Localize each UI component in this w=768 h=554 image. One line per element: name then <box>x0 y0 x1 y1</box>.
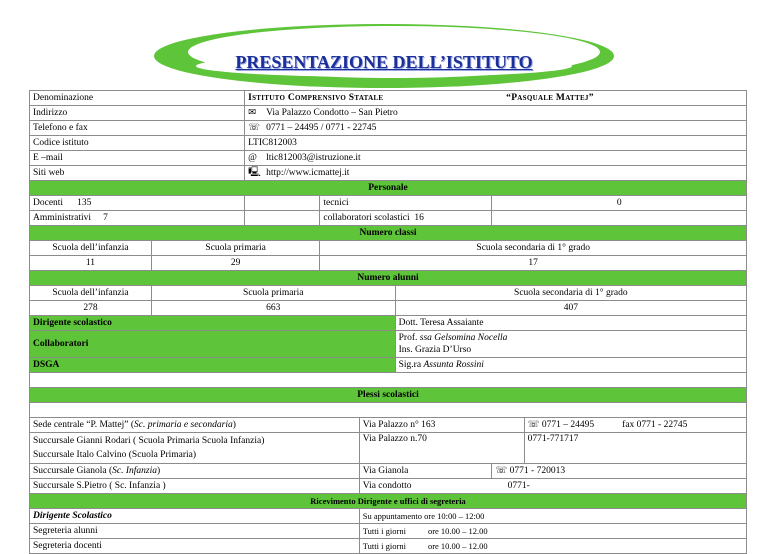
succ1-address: Via Palazzo n.70 <box>359 433 524 464</box>
spacer-row <box>30 373 747 388</box>
row-codice <box>30 136 747 151</box>
dsga-prefix: Sig.ra <box>398 359 422 370</box>
plessi-header-row <box>30 388 747 403</box>
classi-secondaria-label: Scuola secondaria di 1° grado <box>320 241 747 256</box>
web-value <box>245 166 747 181</box>
docenti-days: Tutti i giorni <box>362 540 406 551</box>
phone-icon: ☏ <box>248 122 260 133</box>
dirigente-value: Dott. Teresa Assaiante <box>395 316 746 331</box>
at-icon: @ <box>248 152 257 163</box>
docenti-cell <box>30 196 245 211</box>
row-web <box>30 166 747 181</box>
alunni-primaria-label: Scuola primaria <box>151 286 395 301</box>
ricevimento-dirigente-label: Dirigente Scolastico <box>30 509 360 524</box>
collaboratori-value: 16 <box>414 212 424 223</box>
row-succursale-rodari <box>30 433 747 464</box>
alunni-header: Numero alunni <box>30 271 747 286</box>
row-collaboratori <box>30 331 747 358</box>
row-sede <box>30 418 747 433</box>
tecnici-value: 0 <box>492 196 747 211</box>
segreteria-alunni-label: Segreteria alunni <box>30 524 360 539</box>
succ1-line2: Succursale Italo Calvino (Scuola Primaria) <box>33 450 197 460</box>
sede-address: Via Palazzo n° 163 <box>359 418 524 433</box>
phone-icon: ☏ <box>495 465 508 476</box>
row-alunni-labels <box>30 286 747 301</box>
amministrativi-value: 7 <box>103 212 108 223</box>
web-label: Siti web <box>30 166 245 181</box>
collaboratori-label: collaboratori scolastici <box>323 212 410 223</box>
succ1-phone: 0771-771717 <box>524 433 746 464</box>
indirizzo-value <box>245 106 747 121</box>
tecnici-label: tecnici <box>320 196 492 211</box>
sede-label <box>30 418 360 433</box>
succ3-label: Succursale S.Pietro ( Sc. Infanzia ) <box>30 479 360 494</box>
succ3-address: Via condotto <box>362 480 412 491</box>
collab1-prefix: Prof. <box>398 333 418 343</box>
row-email <box>30 151 747 166</box>
collaboratori-staff-label: Collaboratori <box>30 331 396 358</box>
plessi-header: Plessi scolastici <box>30 388 747 403</box>
sede-close: ) <box>232 419 236 430</box>
succ2-close: ) <box>157 465 161 476</box>
sede-type: Sc. primaria e secondaria <box>134 419 233 430</box>
web-link[interactable]: http://www.icmattej.it <box>266 167 350 178</box>
alunni-secondaria-label: Scuola secondaria di 1° grado <box>395 286 746 301</box>
row-succursale-spietro <box>30 479 747 494</box>
alunni-hours: ore 10.00 – 12.00 <box>427 525 488 536</box>
telefono-label: Telefono e fax <box>30 121 245 136</box>
address-text: Via Palazzo Condotto – San Pietro <box>266 107 398 118</box>
denominazione-label: Denominazione <box>30 91 245 106</box>
row-succursale-gianola <box>30 464 747 479</box>
computer-icon: 🖳 <box>248 167 261 178</box>
dsga-label: DSGA <box>30 358 396 373</box>
succ2-type: Sc. Infanzia <box>112 465 157 476</box>
alunni-infanzia-label: Scuola dell’infanzia <box>30 286 152 301</box>
alunni-infanzia-value: 278 <box>30 301 152 316</box>
telefono-value <box>245 121 747 136</box>
row-dsga <box>30 358 747 373</box>
docenti-label: Docenti <box>33 197 64 208</box>
succ2-address: Via Gianola <box>359 464 492 479</box>
codice-value: LTIC812003 <box>245 136 747 151</box>
succ3-phone: 0771- <box>507 480 530 491</box>
row-dirigente <box>30 316 747 331</box>
row-classi-labels <box>30 241 747 256</box>
succ1-line1: Succursale Gianni Rodari ( Scuola Primaria Scuola Infanzia) <box>33 436 265 446</box>
email-link[interactable]: ltic812003@istruzione.it <box>266 152 361 163</box>
amministrativi-cell <box>30 211 245 226</box>
classi-infanzia-label: Scuola dell’infanzia <box>30 241 152 256</box>
row-indirizzo <box>30 106 747 121</box>
succ1-label <box>30 433 360 464</box>
segreteria-alunni-value <box>359 524 746 539</box>
sede-contacts <box>524 418 746 433</box>
row-amministrativi <box>30 211 747 226</box>
ricevimento-header: Ricevimento Dirigente e uffici di segreteria <box>30 494 747 509</box>
amministrativi-label: Amministrativi <box>33 212 92 223</box>
dsga-value <box>395 358 746 373</box>
email-value <box>245 151 747 166</box>
classi-secondaria-value: 17 <box>320 256 747 271</box>
sede-text: Sede centrale “P. Mattej” ( <box>33 419 135 430</box>
alunni-header-row <box>30 271 747 286</box>
succ2-text: Succursale Gianola ( <box>33 465 113 476</box>
collaboratori-staff-value <box>395 331 746 358</box>
alunni-primaria-value: 663 <box>151 301 395 316</box>
classi-header-row <box>30 226 747 241</box>
phone-text: 0771 – 24495 / 0771 - 22745 <box>266 122 377 133</box>
docenti-value: 135 <box>77 197 92 208</box>
classi-primaria-label: Scuola primaria <box>151 241 319 256</box>
row-docenti <box>30 196 747 211</box>
indirizzo-label: Indirizzo <box>30 106 245 121</box>
ricevimento-dirigente-value: Su appuntamento ore 10:00 – 12:00 <box>359 509 746 524</box>
sede-phone: 0771 – 24495 <box>541 419 595 430</box>
succ2-contacts <box>492 464 747 479</box>
page-title: PRESENTAZIONE DELL’ISTITUTO <box>235 52 533 72</box>
dsga-name: Assunta Rossini <box>423 359 484 370</box>
succ3-details <box>359 479 746 494</box>
sede-fax: fax 0771 - 22745 <box>622 419 688 430</box>
classi-infanzia-value: 11 <box>30 256 152 271</box>
row-ricevimento-dirigente <box>30 509 747 524</box>
phone-icon: ☏ <box>527 419 540 430</box>
collab2-name: Ins. Grazia D’Urso <box>398 345 472 355</box>
envelope-icon: ✉ <box>248 107 257 118</box>
institute-table <box>29 90 747 554</box>
docenti-hours: ore 10.00 – 12.00 <box>427 540 488 551</box>
spacer-row-2 <box>30 403 747 418</box>
classi-primaria-value: 29 <box>151 256 319 271</box>
dirigente-label: Dirigente scolastico <box>30 316 396 331</box>
segreteria-docenti-label: Segreteria docenti <box>30 539 360 554</box>
succ2-phone: 0771 - 720013 <box>509 465 566 476</box>
ricevimento-header-row <box>30 494 747 509</box>
row-telefono <box>30 121 747 136</box>
segreteria-docenti-value <box>359 539 746 554</box>
succ2-label <box>30 464 360 479</box>
denominazione-value <box>245 91 747 106</box>
classi-header: Numero classi <box>30 226 747 241</box>
alunni-secondaria-value: 407 <box>395 301 746 316</box>
collaboratori-cell <box>320 211 492 226</box>
personale-header: Personale <box>30 181 747 196</box>
email-label: E –mail <box>30 151 245 166</box>
school-type: Istituto Comprensivo Statale <box>248 92 384 103</box>
row-denominazione <box>30 91 747 106</box>
codice-label: Codice istituto <box>30 136 245 151</box>
row-alunni-values <box>30 301 747 316</box>
school-name: “Pasquale Mattej” <box>506 92 594 103</box>
personale-header-row <box>30 181 747 196</box>
row-classi-values <box>30 256 747 271</box>
alunni-days: Tutti i giorni <box>362 525 406 536</box>
row-segreteria-docenti <box>30 539 747 554</box>
title-banner <box>0 0 768 92</box>
row-segreteria-alunni <box>30 524 747 539</box>
collab1-name: ssa Gelsomina Nocella <box>419 333 508 343</box>
